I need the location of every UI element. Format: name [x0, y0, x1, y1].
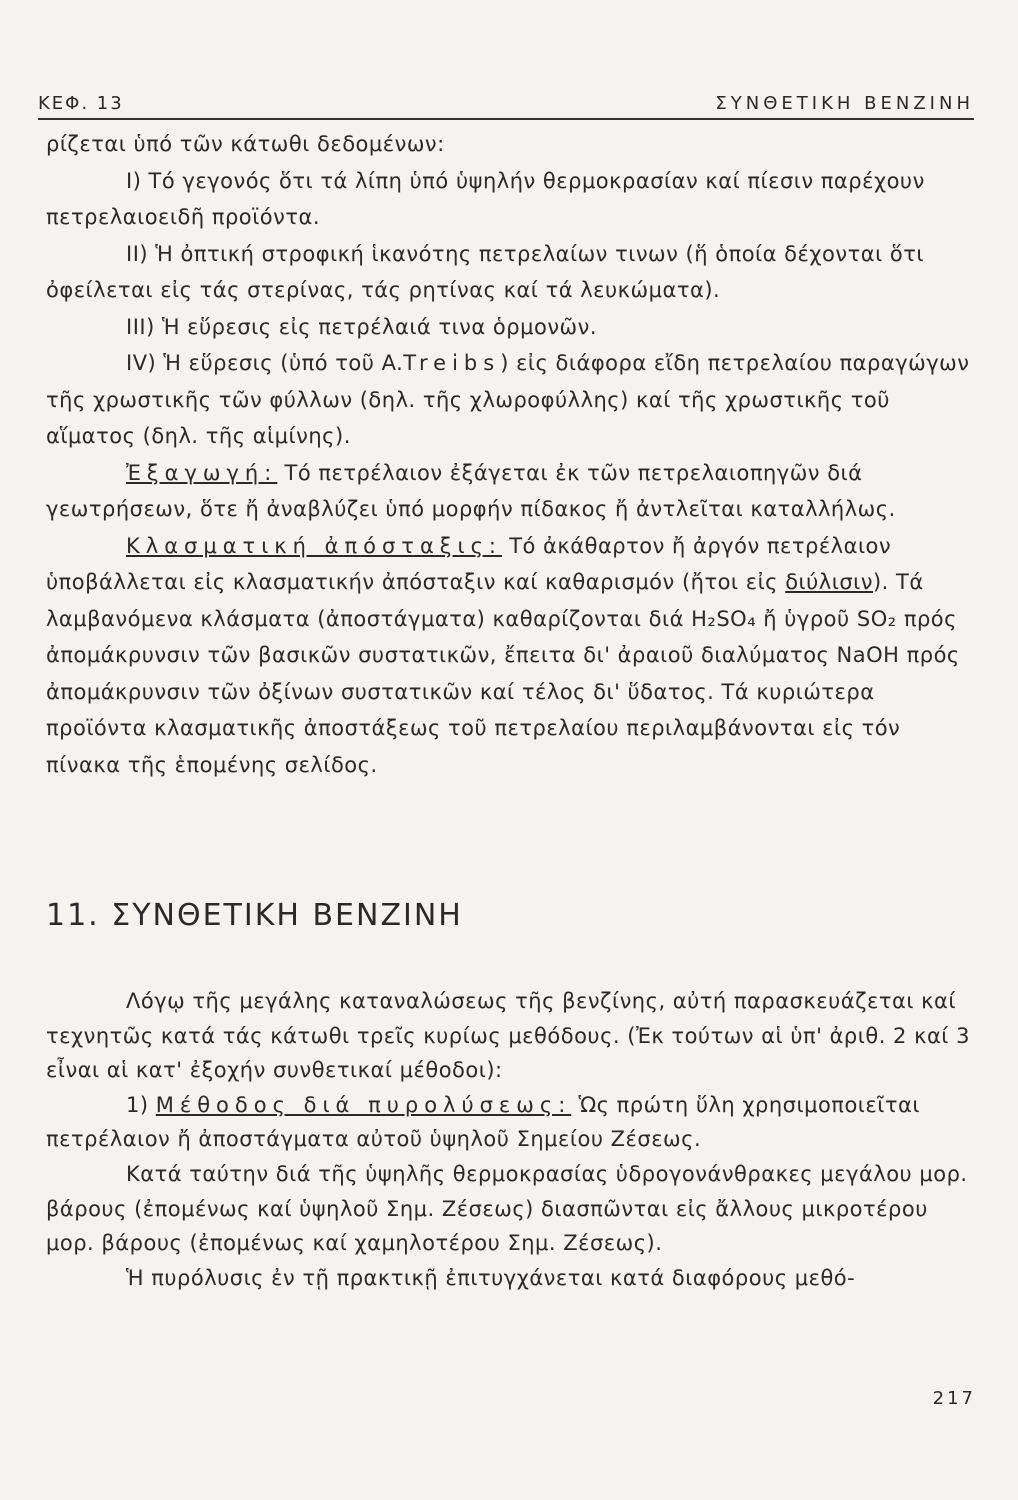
text-run: ). Τά λαμβανόμενα κλάσματα (ἀποστάγματα) καθαρίζονται διά H₂SO₄ ἤ ὑγροῦ SO₂ πρός ἀπομάκρυνσιν τῶν βασικῶν συστατικῶν, ἔπειτα δι' ἀραιοῦ διαλύματος NaOH πρός ἀπομάκρυνσιν τῶν ὀξίνων συστατικῶν καί τέλος δι' ὕδατος. Τά κυριώτερα προϊόντα κλασματικῆς ἀποστάξεως τοῦ πετρελαίου περιλαμβάνονται εἰς τόν πίνακα τῆς ἑπομένης σελίδος. — [46, 570, 960, 777]
paragraph — [46, 345, 976, 455]
body-text — [46, 126, 976, 783]
paragraph — [46, 528, 976, 784]
paragraph — [46, 455, 976, 528]
chapter-title: ΣΥΝΘΕΤΙΚΗ ΒΕΝΖΙΝΗ — [715, 93, 974, 114]
paragraph: ρίζεται ὑπό τῶν κάτωθι δεδομένων: — [46, 132, 445, 156]
paragraph: Λόγῳ τῆς μεγάλης καταναλώσεως τῆς βενζίνης, αὐτή παρασκευάζεται καί τεχνητῶς κατά τάς κάτωθι τρεῖς κυρίως μεθόδους. (Ἐκ τούτων αἱ ὑπ' ἀριθ. 2 καί 3 εἶναι αἱ κατ' ἐξοχήν συνθετικαί μέθοδοι): — [46, 989, 970, 1083]
paragraph: II) Ἡ ὀπτική στροφική ἱκανότης πετρελαίων τινων (ἥ ὁποία δέχονται ὅτι ὀφείλεται εἰς τάς στερίνας, τάς ρητίνας καί τά λευκώματα). — [46, 241, 924, 302]
page-number: 217 — [932, 1388, 976, 1409]
text-run: Τό ἀκάθαρτον ἤ ἀργόν πετρέλαιον ὑποβάλλεται εἰς κλασματικήν ἀπόσταξιν καί καθαρισμόν (ἤτοι εἰς — [46, 533, 892, 594]
paragraph: Ἡ πυρόλυσις ἐν τῇ πρακτικῇ ἐπιτυγχάνεται κατά διαφόρους μεθό- — [126, 1265, 856, 1290]
paragraph: I) Τό γεγονός ὅτι τά λίπη ὑπό ὑψηλήν θερμοκρασίαν καί πίεσιν παρέχουν πετρελαιοειδῆ προϊόντα. — [46, 168, 925, 229]
running-header — [38, 88, 974, 120]
paragraph — [46, 1088, 976, 1157]
author-name: Treibs — [403, 351, 501, 375]
text-run: Ὡς πρώτη ὕλη χρησιμοποιεῖται πετρέλαιον ἤ ἀποστάγματα αὐτοῦ ὑψηλοῦ Σημείου Ζέσεως. — [46, 1092, 920, 1152]
text-run: Τό πετρέλαιον ἐξάγεται ἐκ τῶν πετρελαιοπηγῶν διά γεωτρήσεων, ὅτε ἤ ἀναβλύζει ὑπό μορφήν πίδακος ἤ ἀντλεῖται καταλλήλως. — [46, 460, 896, 521]
text-run: ) εἰς διάφορα εἴδη πετρελαίου παραγώγων τῆς χρωστικῆς τῶν φύλλων (δηλ. τῆς χλωροφύλλης) καί τῆς χρωστικῆς τοῦ αἵματος (δηλ. τῆς αἱμίνης). — [46, 351, 970, 448]
text-run: IV) Ἡ εὕρεσις (ὑπό τοῦ A. — [126, 351, 404, 375]
paragraph: III) Ἡ εὕρεσις εἰς πετρέλαιά τινα ὁρμονῶν. — [126, 314, 598, 339]
subheading-extraction: Ἐξαγωγή: — [126, 460, 278, 485]
subheading-distillation: Κλασματική ἀπόσταξις: — [126, 533, 503, 558]
subheading-pyrolysis: Μέθοδος διά πυρολύσεως: — [155, 1092, 572, 1117]
chapter-label: ΚΕΦ. 13 — [38, 93, 124, 114]
section-body — [46, 984, 976, 1295]
section-heading: 11. ΣΥΝΘΕΤΙΚΗ ΒΕΝΖΙΝΗ — [46, 898, 463, 933]
paragraph: Κατά ταύτην διά τῆς ὑψηλῆς θερμοκρασίας ὑδρογονάνθρακες μεγάλου μορ. βάρους (ἐπομένως καί ὑψηλοῦ Σημ. Ζέσεως) διασπῶνται εἰς ἄλλους μικροτέρου μορ. βάρους (ἐπομένως καί χαμηλοτέρου Σημ. Ζέσεως). — [46, 1161, 968, 1256]
underlined-term: διύλισιν — [785, 570, 873, 594]
list-number: 1) — [126, 1092, 156, 1117]
